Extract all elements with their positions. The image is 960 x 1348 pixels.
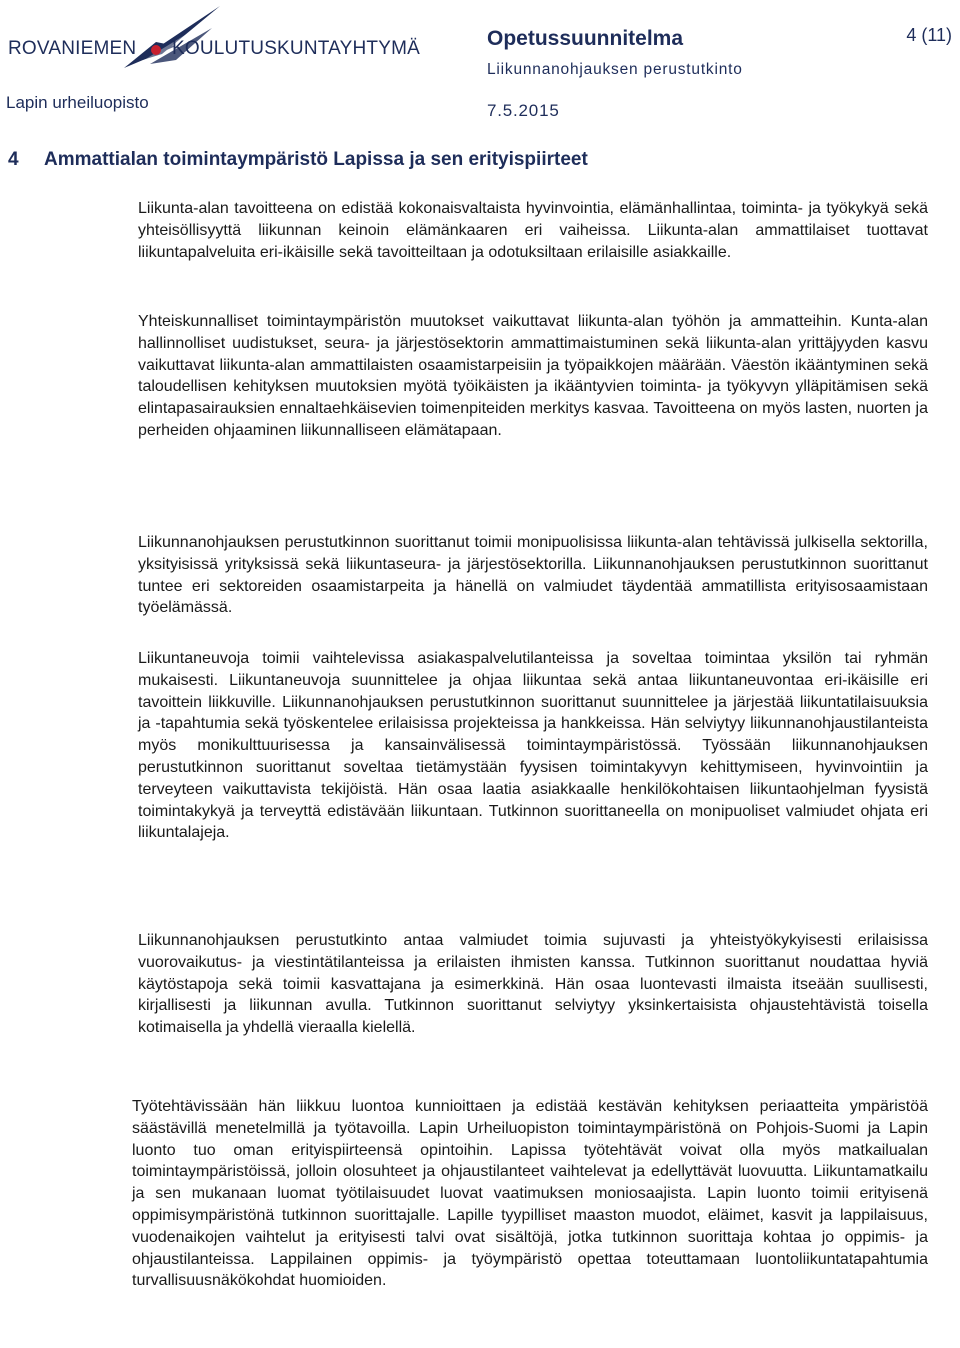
- paragraph-6: Työtehtävissään hän liikkuu luontoa kunnioittaen ja edistää kestävän kehityksen periaatteita ympäristöä säästävillä menetelmillä ja työtavoilla. Lapin Urheiluopiston toimintaympäristönä on Pohjois-Suomi ja Lapin luonto tuo oman erityispiirteensä opintoihin. Lapissa työtehtävät voivat olla myös matkailualan toimintaympäristöissä, jolloin olosuhteet ja ohjaustilanteet vaihtelevat ja edellyttävät luovuutta. Liikuntamatkailu ja sen mukanaan luomat työtilaisuudet luovat vaatimuksen moniosaajista. Lapin luonto toimii erityisenä oppimisympäristönä tutkinnon suorittajalle. Lapille tyypilliset maaston muodot, eläimet, kasvit ja lappilaisuus, vuodenaikojen vaihtelut ja erityisesti talvi ovat sisältöjä, jotka tutkinnon suorittaja kohtaa jo oppimis- ja ohjaustilanteissa. Lappilainen oppimis- ja työympäristö opettaa toteuttamaan luontoliikuntatapahtumia turvallisuusnäkökohdat huomioiden.: [132, 1098, 928, 1290]
- school-name: Lapin urheiluopisto: [6, 93, 149, 112]
- paragraph-4: Liikuntaneuvoja toimii vaihtelevissa asiakaspalvelutilanteissa ja soveltaa toimintaa yksilön tai ryhmän mukaisesti. Liikuntaneuvoja suunnittelee ja ohjaa liikuntaa sekä antaa liikuntaneuvontaa eri-ikäisille eri tavoittein liikkuville. Liikunnanohjauksen perustutkinnon suorittanut suunnittelee ja järjestää liikuntatilaisuuksia ja -tapahtumia sekä työskentelee erilaisissa projekteissa ja hankkeissa. Hän selviytyy liikunnanohjaustilanteista myös monikulttuurisessa ja kansainvälisessä toimintaympäristössä. Työssään liikunnanohjauksen perustutkinnon suorittanut soveltaa tietämystään fyysisen toimintakyvyn kehittymiseen, hyvinvointiin ja terveyteen vaikuttavista tekijöistä. Hän osaa laatia asiakkaalle henkilökohtaisen liikuntaohjelman fyysistä toimintakykyä ja terveyttä edistävään liikuntaan. Tutkinnon suorittaneella on monipuoliset valmiudet ohjata eri liikuntalajeja.: [138, 650, 928, 842]
- section-title: Ammattialan toimintaympäristö Lapissa ja sen erityispiirteet: [44, 149, 588, 170]
- document-date: 7.5.2015: [487, 101, 560, 120]
- page-number: 4 (11): [906, 25, 952, 45]
- paragraph-2: Yhteiskunnalliset toimintaympäristön muutokset vaikuttavat liikunta-alan työhön ja ammatteihin. Kunta-alan hallinnolliset uudistukset, seura- ja järjestösektorin ammattimaistuminen sekä liikunta-alan yrittäjyyden kasvu vaikuttavat liikunta-alan ammattilaisten osaamistarpeisiin ja työpaikkojen määrään. Väestön ikääntyminen sekä taloudellisen kehityksen muutoksien myötä työikäisten ja ikääntyvien toiminta- ja työkyvyn ylläpitämisen sekä elintapasairauksien ennaltaehkäisevien toimenpiteiden merkitys kasvaa. Tavoitteena on myös lasten, nuorten ja perheiden ohjaaminen liikunnalliseen elämätapaan.: [138, 313, 928, 439]
- logo-text-left: ROVANIEMEN: [8, 38, 137, 59]
- paragraph-3: Liikunnanohjauksen perustutkinnon suorittanut toimii monipuolisissa liikunta-alan tehtävissä julkisella sektorilla, yksityisissä yrityksissä sekä liikuntaseura- ja järjestösektorilla. Liikunnanohjauksen perustutkinnon suorittanut tuntee eri sektoreiden osaamistarpeita ja hänellä on valmiudet täydentää ammatillista erityisosaamistaan työelämässä.: [138, 534, 928, 617]
- section-heading: [8, 149, 588, 171]
- logo-text-right: KOULUTUSKUNTAYHTYMÄ: [172, 38, 421, 59]
- paragraph-1: Liikunta-alan tavoitteena on edistää kokonaisvaltaista hyvinvointia, elämänhallintaa, toiminta- ja työkykyä sekä yhteisöllisyyttä liikunnan keinoin elämänkaaren eri vaiheissa. Liikunta-alan ammattilaiset tuottavat liikuntapalveluita eri-ikäisille sekä tavoitteiltaan ja odotuksiltaan erilaisille asiakkaille.: [138, 200, 928, 261]
- logo-mark-icon: [116, 2, 226, 72]
- document-subtitle: Liikunnanohjauksen perustutkinto: [487, 61, 743, 78]
- section-number: 4: [8, 149, 19, 170]
- document-title: Opetussuunnitelma: [487, 27, 684, 50]
- page-header: [0, 0, 960, 130]
- paragraph-5: Liikunnanohjauksen perustutkinto antaa valmiudet toimia sujuvasti ja yhteistyökykyisesti erilaisissa vuorovaikutus- ja viestintätilanteissa ja erilaisten ihmisten kanssa. Tutkinnon suorittanut noudattaa hyviä käytöstapoja sekä toimii kasvattajana ja esimerkkinä. Hän osaa luontevasti ilmaista itseään suullisesti, kirjallisesti ja liikunnan avulla. Tutkinnon suorittanut selviytyy yksinkertaisista ohjaustehtävistä toisella kotimaisella ja yhdellä vieraalla kielellä.: [138, 932, 928, 1037]
- organization-logo: [4, 2, 421, 77]
